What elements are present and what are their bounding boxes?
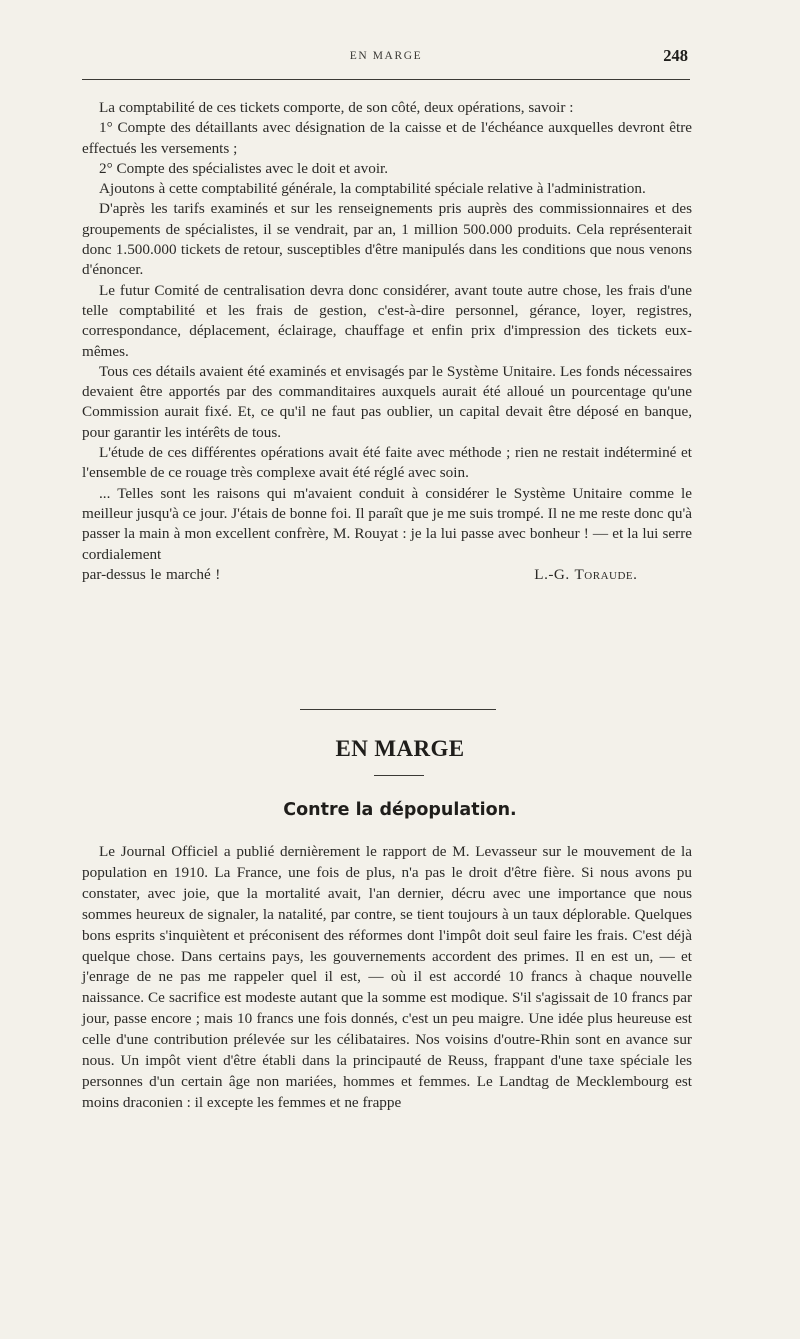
running-title: EN MARGE: [349, 50, 423, 62]
signature-line: [82, 565, 692, 585]
paragraph: ... Telles sont les raisons qui m'avaient conduit à considérer le Système Unitaire comme le meilleur jusqu'à ce jour. J'étais de bonne foi. Il paraît que je me suis trompé. Il ne me reste donc qu'à passer la main à mon excellent confrère, M. Rouyat : je la lui passe avec bonheur ! — et la lui serre cordialement: [82, 484, 692, 563]
section-separator: [300, 709, 496, 710]
closing-text: par-dessus le marché !: [82, 565, 221, 583]
paragraph: Le futur Comité de centralisation devra donc considérer, avant toute autre chose, les frais d'une telle comptabilité et les frais de gestion, c'est-à-dire personnel, gérance, loyer, registres, correspondance, déplacement, éclairage, chauffage et enfin prix d'impression des tickets eux-mêmes.: [82, 281, 692, 360]
paragraph: Ajoutons à cette comptabilité générale, la comptabilité spéciale relative à l'administration.: [99, 180, 646, 198]
paragraph: L'étude de ces différentes opérations avait été faite avec méthode ; rien ne restait indéterminé et l'ensemble de ce rouage très complexe avait été réglé avec soin.: [82, 444, 692, 482]
article-title: Contre la dépopulation.: [283, 800, 517, 820]
title-underline: [374, 775, 424, 776]
section-title: EN MARGE: [335, 736, 465, 761]
paragraph: Tous ces détails avaient été examinés et envisagés par le Système Unitaire. Les fonds nécessaires devaient être apportés par des commanditaires auxquels aurait été alloué un pourcentage qu'une Commission aurait fixé. Et, ce qu'il ne faut pas oublier, un capital devait être déposé en banque, pour garantir les intérêts de tous.: [82, 362, 692, 441]
article-one: [82, 98, 692, 585]
header-rule: [82, 79, 690, 80]
paragraph: D'après les tarifs examinés et sur les renseignements pris auprès des commissionnaires et des groupements de spécialistes, il se vendrait, par an, 1 million 500.000 produits. Cela représenterait donc 1.500.000 tickets de retour, susceptibles d'être manipulés dans les conditions que nous venons d'énoncer.: [82, 200, 692, 279]
paragraph: 1° Compte des détaillants avec désignation de la caisse et de l'échéance auxquelles devront être effectués les versements ;: [82, 119, 692, 157]
paragraph: La comptabilité de ces tickets comporte, de son côté, deux opérations, savoir :: [99, 99, 574, 116]
article-two: [82, 842, 692, 1114]
running-head: [82, 46, 690, 70]
paragraph: 2° Compte des spécialistes avec le doit et avoir.: [99, 159, 389, 177]
author-signature: L.-G. Toraude.: [534, 565, 638, 583]
article-body: Le Journal Officiel a publié dernièrement le rapport de M. Levasseur sur le mouvement de la population en 1910. La France, une fois de plus, n'a pas le droit d'être fière. Si nous avons pu constater, avec joie, que la mortalité avait, l'an dernier, décru avec une importance que nous sommes heureux de signaler, la natalité, par contre, se tient toujours à un taux déplorable. Quelques bons esprits s'inquiètent et préconisent des réformes dont l'impôt doit seul faire les frais. C'est déjà quelque chose. Dans certains pays, les gouvernements accordent des primes. Il en est un, — et j'enrage de ne pas me rappeler quel il est, — où il est accordé 10 francs à chaque nouvelle naissance. Ce sacrifice est modeste autant que la somme est modique. S'il s'agissait de 10 francs par jour, passe encore ; mais 10 francs une fois donnés, c'est un peu maigre. Une idée plus heureuse est celle d'une contribution prélevée sur les célibataires. Nos voisins d'outre-Rhin sont en avance sur nous. Un impôt vient d'être établi dans la principauté de Reuss, frappant d'une taxe spéciale les personnes d'un certain âge non mariées, hommes et femmes. Le Landtag de Mecklembourg est moins draconien : il excepte les femmes et ne frappe: [82, 843, 692, 1111]
page-number: 248: [663, 46, 688, 65]
